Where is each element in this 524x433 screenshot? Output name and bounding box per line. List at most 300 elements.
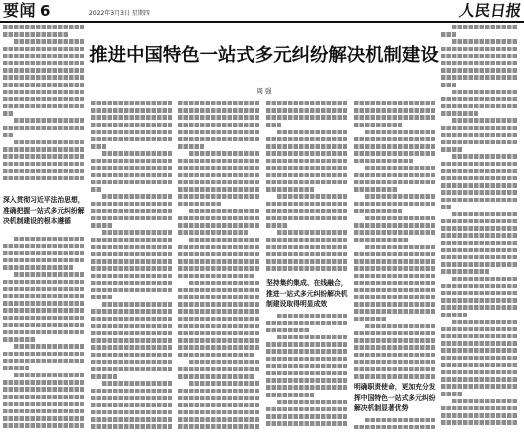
text-line: [91, 115, 172, 119]
text-line: [441, 392, 462, 396]
text-line: [3, 280, 84, 284]
text-line: [3, 366, 29, 370]
text-line: [441, 190, 517, 194]
text-line: [266, 252, 347, 256]
text-line: [3, 330, 84, 334]
text-line: [189, 381, 259, 385]
text-line: [189, 151, 259, 155]
text-line: [441, 377, 517, 381]
text-line: [354, 374, 435, 378]
text-line: [178, 389, 259, 393]
text-line: [266, 166, 347, 170]
text-line: [3, 83, 84, 87]
text-line: [266, 245, 347, 249]
text-line: [178, 187, 259, 191]
text-line: [441, 269, 489, 273]
text-line: [441, 219, 517, 223]
text-column-5: [354, 101, 437, 431]
text-line: [441, 291, 517, 295]
text-line: [189, 281, 259, 285]
text-line: [14, 39, 84, 43]
text-line: [3, 258, 84, 262]
text-line: [266, 173, 347, 177]
page-number: 6: [40, 2, 51, 20]
text-line: [3, 287, 84, 291]
text-line: [3, 337, 35, 341]
text-line: [441, 140, 517, 144]
text-line: [178, 302, 259, 306]
text-line: [266, 202, 347, 206]
text-line: [91, 173, 172, 177]
text-line: [365, 194, 435, 198]
text-line: [91, 259, 172, 263]
newspaper-logo: 人民日报: [457, 1, 523, 20]
text-line: [91, 137, 172, 141]
text-line: [354, 151, 435, 155]
text-line: [365, 324, 435, 328]
text-line: [91, 417, 172, 421]
text-line: [91, 374, 117, 378]
text-line: [3, 301, 84, 305]
text-line: [354, 187, 397, 191]
text-line: [3, 380, 84, 384]
body-text-block: [266, 314, 349, 432]
text-line: [277, 400, 347, 404]
text-line: [354, 360, 435, 364]
text-line: [178, 309, 259, 313]
text-line: [91, 223, 112, 227]
text-line: [178, 194, 259, 198]
text-line: [452, 399, 517, 403]
text-line: [277, 335, 347, 339]
text-line: [178, 137, 259, 141]
text-line: [91, 396, 172, 400]
text-line: [452, 39, 517, 43]
text-line: [441, 406, 517, 410]
text-line: [3, 147, 84, 151]
text-line: [266, 364, 347, 368]
text-column-4: [266, 101, 349, 431]
text-column-3: [178, 101, 261, 431]
text-line: [441, 83, 456, 87]
text-line: [91, 266, 172, 270]
text-line: [3, 111, 13, 115]
text-line: [441, 298, 517, 302]
article-headline: 推进中国特色一站式多元纠纷解决机制建设: [89, 45, 439, 66]
text-line: [178, 353, 254, 357]
text-line: [441, 147, 462, 151]
text-line: [452, 212, 517, 216]
text-line: [277, 130, 347, 134]
text-line: [266, 259, 347, 263]
text-line: [178, 403, 259, 407]
text-line: [3, 47, 84, 51]
text-line: [441, 327, 517, 331]
text-line: [14, 140, 84, 144]
text-line: [91, 281, 172, 285]
text-line: [266, 216, 347, 220]
text-line: [354, 202, 435, 206]
text-line: [441, 111, 478, 115]
text-line: [91, 245, 172, 249]
text-line: [102, 194, 172, 198]
text-line: [3, 169, 84, 173]
text-line: [91, 252, 172, 256]
text-line: [3, 54, 84, 58]
text-line: [266, 357, 347, 361]
text-line: [354, 137, 435, 141]
text-line: [441, 198, 517, 202]
text-line: [3, 294, 84, 298]
text-line: [91, 130, 172, 134]
text-line: [441, 255, 517, 259]
text-line: [354, 302, 435, 306]
text-line: [178, 115, 259, 119]
text-line: [441, 334, 517, 338]
text-line: [91, 159, 172, 163]
text-line: [91, 324, 172, 328]
text-line: [91, 338, 172, 342]
text-line: [441, 420, 517, 424]
text-line: [266, 393, 314, 397]
text-line: [354, 367, 435, 371]
text-line: [266, 349, 347, 353]
text-line: [3, 359, 84, 363]
text-line: [91, 367, 172, 371]
text-line: [3, 316, 84, 320]
text-line: [14, 373, 84, 377]
text-line: [14, 272, 84, 276]
text-line: [354, 309, 435, 313]
text-line: [178, 166, 259, 170]
text-line: [178, 410, 259, 414]
text-line: [91, 216, 172, 220]
text-line: [3, 104, 84, 108]
text-line: [3, 176, 84, 180]
text-line: [14, 237, 84, 241]
text-line: [178, 288, 259, 292]
text-line: [91, 410, 172, 414]
text-line: [91, 123, 172, 127]
text-line: [354, 101, 435, 105]
text-line: [354, 274, 435, 278]
section-name: 要闻: [3, 1, 37, 20]
text-line: [452, 118, 517, 122]
text-line: [365, 166, 435, 170]
text-line: [354, 108, 435, 112]
text-line: [266, 223, 287, 227]
text-line: [441, 205, 451, 209]
text-line: [3, 409, 84, 413]
text-line: [3, 32, 68, 36]
body-text-block: [3, 25, 86, 187]
text-line: [354, 281, 435, 285]
body-text-block: [3, 237, 86, 432]
text-line: [441, 68, 517, 72]
text-line: [266, 414, 347, 418]
text-line: [354, 115, 435, 119]
text-line: [178, 317, 259, 321]
body-text-block: [354, 418, 437, 432]
text-line: [3, 416, 84, 420]
text-line: [441, 162, 517, 166]
text-line: [441, 248, 517, 252]
text-line: [266, 407, 347, 411]
text-line: [441, 313, 467, 317]
text-line: [3, 387, 84, 391]
text-line: [178, 230, 248, 234]
text-line: [3, 154, 84, 158]
text-line: [178, 424, 259, 428]
text-line: [354, 144, 435, 148]
text-column-6: [441, 25, 521, 431]
text-line: [178, 108, 259, 112]
text-line: [441, 233, 517, 237]
text-line: [266, 342, 347, 346]
text-line: [441, 183, 517, 187]
text-line: [178, 101, 259, 105]
text-line: [3, 90, 84, 94]
text-line: [189, 360, 259, 364]
text-line: [178, 202, 221, 206]
text-line: [91, 209, 172, 213]
text-line: [91, 274, 172, 278]
text-line: [441, 104, 517, 108]
text-line: [178, 274, 254, 278]
body-text-block: [266, 101, 349, 275]
section-subheading-2: 坚持集约集成、在线融合，推进一站式多元纠纷解决机制建设取得明显成效: [266, 279, 348, 308]
text-line: [91, 360, 172, 364]
text-line: [178, 180, 259, 184]
text-line: [3, 126, 84, 130]
text-line: [452, 154, 517, 158]
text-line: [3, 244, 84, 248]
text-line: [91, 345, 172, 349]
text-line: [91, 309, 172, 313]
article-byline: 周 强: [256, 87, 272, 95]
text-line: [91, 403, 172, 407]
text-line: [441, 241, 517, 245]
text-line: [441, 356, 517, 360]
text-line: [441, 262, 517, 266]
text-line: [91, 108, 172, 112]
text-line: [441, 284, 517, 288]
body-text-block: [178, 101, 261, 431]
text-line: [354, 288, 435, 292]
text-line: [441, 348, 517, 352]
text-line: [178, 417, 259, 421]
text-line: [3, 162, 84, 166]
text-line: [354, 353, 435, 357]
text-line: [266, 321, 347, 325]
text-line: [91, 187, 101, 191]
text-line: [91, 317, 172, 321]
text-line: [178, 144, 204, 148]
text-line: [441, 75, 517, 79]
body-text-block: [441, 25, 521, 431]
text-line: [178, 266, 259, 270]
text-line: [91, 353, 172, 357]
text-line: [178, 331, 259, 335]
text-line: [354, 345, 435, 349]
text-line: [178, 216, 259, 220]
text-line: [266, 180, 347, 184]
text-line: [354, 209, 402, 213]
text-line: [441, 133, 517, 137]
text-line: [354, 331, 435, 335]
text-line: [441, 341, 517, 345]
text-line: [266, 144, 347, 148]
text-line: [365, 245, 435, 249]
text-line: [354, 317, 386, 321]
text-line: [91, 424, 172, 428]
text-line: [3, 395, 84, 399]
text-line: [178, 396, 259, 400]
text-line: [354, 123, 402, 127]
text-line: [441, 126, 517, 130]
text-line: [441, 169, 517, 173]
text-line: [354, 338, 435, 342]
text-line: [354, 238, 408, 242]
text-column-1: [3, 25, 86, 431]
text-line: [441, 32, 456, 36]
text-line: [178, 159, 259, 163]
text-line: [178, 252, 259, 256]
text-line: [266, 371, 347, 375]
issue-date: 2022年3月3日 星期四: [89, 10, 150, 17]
text-line: [3, 251, 84, 255]
text-line: [266, 209, 347, 213]
text-line: [178, 130, 259, 134]
text-line: [178, 324, 259, 328]
text-line: [441, 413, 517, 417]
text-line: [266, 385, 347, 389]
text-line: [441, 97, 517, 101]
text-line: [178, 338, 259, 342]
text-line: [91, 331, 172, 335]
text-line: [3, 68, 84, 72]
text-line: [3, 265, 73, 269]
text-line: [91, 144, 106, 148]
text-line: [354, 252, 435, 256]
section-subheading-1: 深入贯彻习近平法治思想，准确把握一站式多元纠纷解决机制建设的根本遵循: [3, 196, 85, 225]
body-text-block: [354, 101, 437, 379]
text-line: [266, 137, 347, 141]
body-text-block: [91, 101, 174, 431]
text-line: [102, 230, 172, 234]
text-line: [3, 25, 84, 29]
text-line: [14, 344, 84, 348]
text-line: [441, 305, 517, 309]
text-line: [365, 216, 435, 220]
text-line: [266, 108, 347, 112]
text-line: [178, 295, 259, 299]
text-line: [266, 266, 347, 270]
text-line: [3, 97, 84, 101]
text-line: [441, 370, 517, 374]
text-line: [178, 367, 259, 371]
text-line: [441, 363, 517, 367]
text-line: [91, 238, 172, 242]
text-line: [354, 425, 435, 429]
text-line: [266, 378, 347, 382]
text-line: [354, 180, 435, 184]
section-subheading-3: 明确职责使命，更加充分发挥中国特色一站式多元纠纷解决机制显著优势: [354, 383, 436, 412]
text-line: [91, 101, 172, 105]
text-line: [365, 418, 435, 422]
text-line: [441, 47, 517, 51]
text-line: [3, 402, 84, 406]
text-line: [189, 209, 259, 213]
text-line: [3, 308, 84, 312]
text-line: [91, 295, 112, 299]
text-line: [3, 423, 84, 427]
text-column-2: [91, 101, 174, 431]
text-line: [266, 328, 309, 332]
text-line: [452, 25, 517, 29]
text-line: [3, 133, 13, 137]
text-line: [277, 230, 347, 234]
text-line: [178, 123, 259, 127]
text-line: [3, 323, 84, 327]
text-line: [354, 259, 435, 263]
text-line: [3, 75, 84, 79]
text-line: [266, 101, 347, 105]
text-line: [178, 374, 254, 378]
text-line: [178, 245, 259, 249]
text-line: [91, 288, 172, 292]
text-line: [14, 118, 84, 122]
text-line: [91, 389, 172, 393]
text-line: [266, 159, 347, 163]
text-line: [452, 277, 517, 281]
text-line: [91, 202, 172, 206]
text-line: [3, 61, 84, 65]
text-line: [452, 90, 517, 94]
text-line: [178, 173, 259, 177]
text-line: [354, 266, 435, 270]
text-line: [441, 384, 517, 388]
text-line: [277, 194, 347, 198]
text-line: [3, 352, 84, 356]
text-line: [441, 176, 517, 180]
text-line: [178, 223, 259, 227]
text-line: [178, 259, 259, 263]
text-line: [266, 115, 347, 119]
text-line: [91, 180, 172, 184]
text-line: [441, 61, 517, 65]
header-rule: [0, 21, 524, 23]
text-line: [102, 381, 172, 385]
text-line: [178, 345, 259, 349]
text-line: [266, 187, 314, 191]
text-line: [266, 151, 347, 155]
text-line: [354, 223, 435, 227]
text-line: [277, 314, 347, 318]
text-line: [354, 230, 435, 234]
text-line: [91, 166, 172, 170]
text-line: [102, 151, 172, 155]
text-line: [266, 238, 347, 242]
text-line: [365, 130, 435, 134]
text-line: [266, 421, 347, 425]
text-line: [189, 238, 259, 242]
text-line: [354, 295, 435, 299]
text-line: [354, 159, 413, 163]
text-line: [102, 302, 172, 306]
text-line: [441, 54, 517, 58]
text-line: [354, 173, 435, 177]
